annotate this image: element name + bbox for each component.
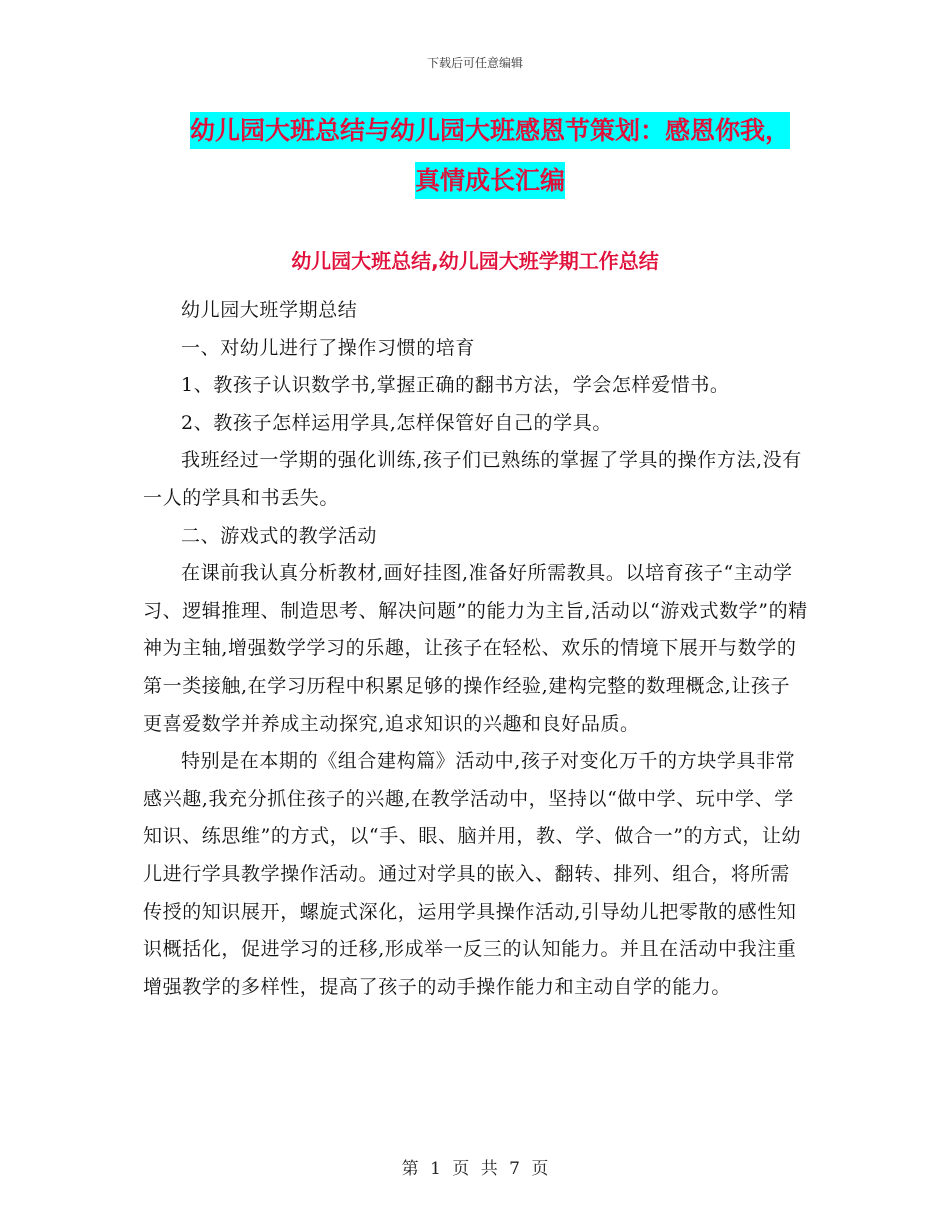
paragraph-activity: 特别是在本期的《组合建构篇》活动中,孩子对变化万千的方块学具非常感兴趣,我充分抓住孩子的兴趣,在教学活动中，坚持以“做中学、玩中学、学知识、练思维”的方式，以“手、眼、脑并用，教、学、做合一”的方式，让幼儿进行学具教学操作活动。通过对学具的嵌入、翻转、排列、组合，将所需传授的知识展开，螺旋式深化，运用学具操作活动,引导幼儿把零散的感性知识概括化，促进学习的迁移,形成举一反三的认知能力。并且在活动中我注重增强教学的多样性，提高了孩子的动手操作能力和主动自学的能力。 (143, 750, 802, 998)
paragraph-section-2: 二、游戏式的教学活动 (181, 524, 378, 547)
paragraph-training: 我班经过一学期的强化训练,孩子们已熟练的掌握了学具的操作方法,没有一人的学具和书丢失。 (143, 449, 802, 509)
page-footer: 第 1 页 共 7 页 (401, 1159, 549, 1179)
document-title (145, 106, 835, 206)
paragraph-item-2: 2、教孩子怎样运用学具,怎样保管好自己的学具。 (181, 411, 612, 434)
title-line-2: 真情成长汇编 (415, 162, 565, 199)
paragraph-section-1: 一、对幼儿进行了操作习惯的培育 (181, 336, 476, 359)
paragraph-teaching: 在课前我认真分析教材,画好挂图,准备好所需教具。以培育孩子“主动学习、逻辑推理、制造思考、解决问题”的能力为主旨,活动以“游戏式数学”的精神为主轴,增强数学学习的乐趣，让孩子在轻松、欢乐的情境下展开与数学的第一类接触,在学习历程中积累足够的操作经验,建构完整的数理概念,让孩子更喜爱数学并养成主动探究,追求知识的兴趣和良好品质。 (143, 562, 808, 735)
title-line-1: 幼儿园大班总结与幼儿园大班感恩节策划：感恩你我， (190, 112, 790, 149)
document-body (143, 292, 808, 1006)
section-title: 幼儿园大班总结,幼儿园大班学期工作总结 (291, 249, 659, 273)
paragraph-item-1: 1、教孩子认识数学书,掌握正确的翻书方法，学会怎样爱惜书。 (181, 374, 730, 397)
page-header-note: 下载后可任意编辑 (426, 56, 523, 70)
paragraph-heading: 幼儿园大班学期总结 (181, 299, 358, 321)
